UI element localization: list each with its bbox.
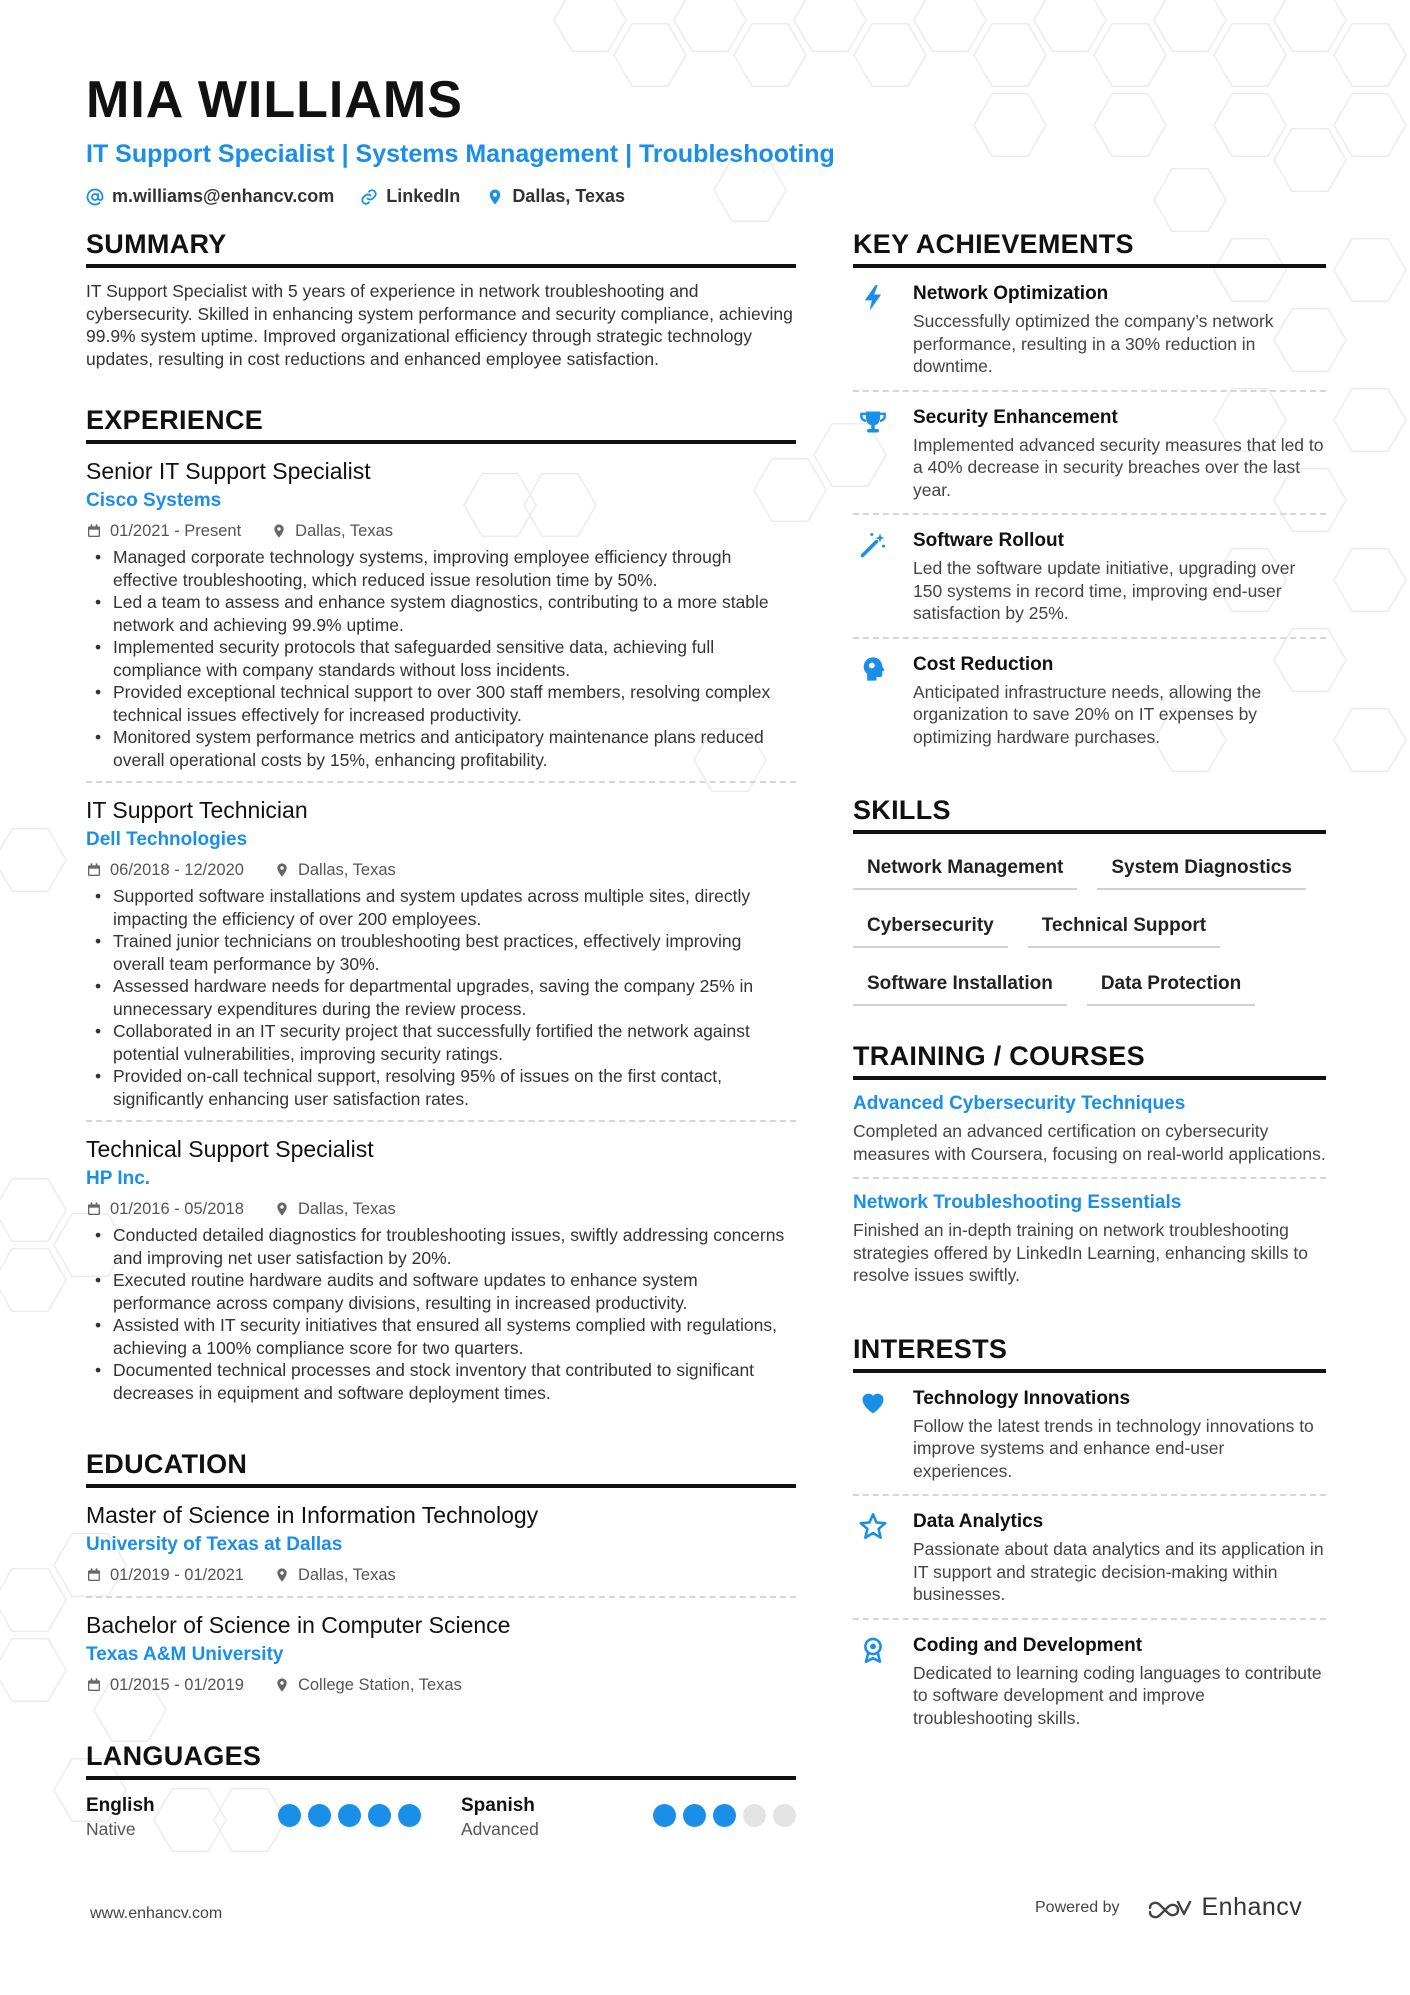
bullet: • Provided on-call technical support, resolving 95% of issues on the first contact, significantly enhancing user satisfaction rates. [86,1065,796,1110]
interests-section [853,1333,1326,1742]
interests-title: INTERESTS [853,1333,1326,1373]
job-title: Senior IT Support Specialist [86,458,371,484]
heart-icon [859,1389,887,1417]
skills-list [853,850,1326,1006]
training-title: TRAINING / COURSES [853,1040,1326,1080]
location-pin-icon [274,1201,290,1217]
job-entry [86,1122,796,1414]
bullet: • Documented technical processes and stock inventory that contributed to significant decreases in equipment and software deployment times. [86,1359,796,1404]
education-location-text: College Station, Texas [297,1676,462,1694]
language-name: English [86,1795,155,1816]
location-pin-icon [486,188,504,206]
achievements-title: KEY ACHIEVEMENTS [853,228,1326,268]
bullet: • Trained junior technicians on troubleshooting best practices, effectively improving overall team performance by 30%. [86,930,796,975]
bullet: • Collaborated in an IT security project that successfully fortified the network against potential vulnerabilities, improving security ratings. [86,1020,796,1065]
education-location-text: Dallas, Texas [297,1566,396,1584]
education-dates [86,1564,244,1586]
interest-item [853,1496,1326,1620]
contact-bar [86,186,1326,207]
calendar-icon [86,523,102,539]
language-item [461,1794,796,1840]
location-pin-icon [274,1567,290,1583]
job-title: Technical Support Specialist [86,1136,374,1162]
degree: Bachelor of Science in Computer Science [86,1612,511,1638]
language-rating [278,1804,421,1827]
calendar-icon [86,1201,102,1217]
contact-location [486,186,625,207]
training-section [853,1040,1326,1299]
summary-section [86,228,796,370]
job-bullets [86,885,796,1110]
education-meta [86,1674,796,1696]
education-meta [86,1564,796,1586]
achievements-section [853,228,1326,760]
award-ribbon-icon [859,1636,887,1664]
bullet: • Assisted with IT security initiatives that ensured all systems complied with regulations, achieving a 100% compliance score for two quarters. [86,1314,796,1359]
rating-dot-filled [368,1804,391,1827]
job-dates [86,859,244,881]
bullet: • Monitored system performance metrics and anticipatory maintenance plans reduced overall operational costs by 15%, enhancing profitability. [86,726,796,771]
school: Texas A&M University [86,1644,284,1665]
brand-name: Enhancv [1201,1893,1303,1921]
bullet: • Managed corporate technology systems, improving employee efficiency through effective troubleshooting, which reduced issue resolution time by 50%. [86,546,796,591]
calendar-icon [86,1677,102,1693]
enhancv-logo-icon [1146,1896,1194,1920]
languages-title: LANGUAGES [86,1740,796,1780]
achievement-title: Security Enhancement [913,406,1118,428]
rating-dot-filled [308,1804,331,1827]
brain-head-icon [859,655,887,683]
achievement-title: Cost Reduction [913,653,1054,675]
job-entry [86,783,796,1122]
education-dates-text: 01/2019 - 01/2021 [110,1566,244,1584]
achievement-desc: Implemented advanced security measures that led to a 40% decrease in security breaches over the last year. [913,434,1324,500]
contact-email[interactable] [86,186,334,207]
bullet: • Assessed hardware needs for departmental upgrades, saving the company 25% in unnecessary expenditures during the review process. [86,975,796,1020]
interest-title: Data Analytics [913,1511,1044,1532]
experience-title: EXPERIENCE [86,404,796,444]
star-icon [859,1512,887,1540]
job-meta [86,520,796,542]
rating-dot-empty [773,1804,796,1827]
interest-desc: Passionate about data analytics and its application in IT support and strategic decision-making within businesses. [913,1539,1324,1604]
job-dates-text: 01/2016 - 05/2018 [110,1200,244,1218]
job-meta [86,859,796,881]
summary-title: SUMMARY [86,228,796,268]
achievement-item [853,392,1326,516]
experience-section [86,404,796,1414]
at-icon [86,188,104,206]
calendar-icon [86,1567,102,1583]
rating-dot-filled [398,1804,421,1827]
job-location-text: Dallas, Texas [295,522,393,540]
resume-header [86,70,1326,207]
rating-dot-empty [743,1804,766,1827]
skill-tag: Cybersecurity [853,908,1008,948]
job-location [274,1198,396,1220]
left-column [86,228,796,1874]
education-location [274,1674,462,1696]
education-entry [86,1488,796,1598]
job-location [274,859,396,881]
bullet: • Supported software installations and system updates across multiple sites, directly impacting the efficiency of over 200 employees. [86,885,796,930]
course-title: Network Troubleshooting Essentials [853,1192,1182,1213]
course-desc: Completed an advanced certification on cybersecurity measures with Coursera, focusing on real-world applications. [853,1121,1326,1164]
location-pin-icon [274,862,290,878]
lightning-bolt-icon [859,284,887,312]
education-location [274,1564,396,1586]
skill-tag: Technical Support [1028,908,1220,948]
course-item [853,1179,1326,1299]
job-company: HP Inc. [86,1168,151,1189]
skills-title: SKILLS [853,794,1326,834]
job-dates-text: 01/2021 - Present [110,522,242,540]
bullet: • Executed routine hardware audits and software updates to enhance system performance across company divisions, resulting in increased productivity. [86,1269,796,1314]
achievement-title: Network Optimization [913,283,1109,304]
candidate-name: MIA WILLIAMS [86,71,463,129]
rating-dot-filled [653,1804,676,1827]
education-section [86,1448,796,1706]
course-desc: Finished an in-depth training on network troubleshooting strategies offered by LinkedIn Learning, enhancing skills to resolve issues swiftly. [853,1220,1308,1285]
trophy-icon [859,408,887,436]
summary-text: IT Support Specialist with 5 years of experience in network troubleshooting and cybersecurity. Skilled in enhancing system performance and security compliance, achieving 99.9% system uptime. Improved organizational efficiency through strategic technology updates, resulting in cost reductions and enhanced employee satisfaction. [86,281,793,369]
achievement-item [853,639,1326,761]
school: University of Texas at Dallas [86,1534,343,1555]
languages-section [86,1740,796,1840]
calendar-icon [86,862,102,878]
education-entry [86,1598,796,1706]
bullet: • Led a team to assess and enhance system diagnostics, contributing to a more stable network and achieving 99.9% uptime. [86,591,796,636]
footer-branding [1035,1893,1302,1922]
job-dates-text: 06/2018 - 12/2020 [110,861,244,879]
job-location [271,520,393,542]
achievement-desc: Anticipated infrastructure needs, allowing the organization to save 20% on IT expenses by optimizing hardware purchases. [913,681,1262,747]
job-company: Dell Technologies [86,829,248,850]
achievement-item [853,268,1326,392]
bullet: • Provided exceptional technical support to over 300 staff members, resolving complex technical issues effectively for increased productivity. [86,681,796,726]
achievement-item [853,515,1326,639]
skill-tag: System Diagnostics [1097,850,1306,890]
language-level: Native [86,1819,136,1839]
right-column [853,228,1326,1775]
rating-dot-filled [713,1804,736,1827]
interest-title: Coding and Development [913,1634,1143,1656]
interest-desc: Follow the latest trends in technology innovations to improve systems and enhance end-user experiences. [913,1415,1314,1481]
education-dates [86,1674,244,1696]
job-dates [86,520,241,542]
rating-dot-filled [683,1804,706,1827]
job-company: Cisco Systems [86,490,222,511]
job-entry [86,444,796,783]
language-level: Advanced [461,1819,539,1839]
job-bullets [86,1224,796,1404]
course-item [853,1080,1326,1179]
headline: IT Support Specialist | Systems Management | Troubleshooting [86,140,835,168]
location-pin-icon [274,1677,290,1693]
interest-desc: Dedicated to learning coding languages to contribute to software development and improve troubleshooting skills. [913,1662,1322,1728]
languages-list [86,1794,796,1840]
bullet: • Conducted detailed diagnostics for troubleshooting issues, swiftly addressing concerns and improving net user satisfaction by 20%. [86,1224,796,1269]
course-title: Advanced Cybersecurity Techniques [853,1093,1186,1114]
skill-tag: Data Protection [1087,966,1255,1006]
skill-tag: Network Management [853,850,1077,890]
contact-location-text: Dallas, Texas [512,186,626,206]
location-pin-icon [271,523,287,539]
interest-title: Technology Innovations [913,1387,1131,1409]
skill-tag: Software Installation [853,966,1067,1006]
rating-dot-filled [278,1804,301,1827]
bullet: • Implemented security protocols that safeguarded sensitive data, achieving full compliance with company standards without loss incidents. [86,636,796,681]
language-name: Spanish [461,1795,535,1816]
achievement-desc: Successfully optimized the company’s network performance, resulting in a 30% reduction in downtime. [913,311,1274,376]
contact-email-text: m.williams@enhancv.com [112,186,335,206]
footer-website[interactable]: www.enhancv.com [90,1905,223,1922]
interest-item [853,1620,1326,1742]
language-item [86,1794,421,1840]
powered-by-text: Powered by [1035,1898,1120,1916]
magic-wand-icon [859,531,887,559]
education-title: EDUCATION [86,1448,796,1488]
link-icon [360,188,378,206]
job-location-text: Dallas, Texas [297,861,396,879]
contact-linkedin-text: LinkedIn [386,186,461,206]
job-location-text: Dallas, Texas [297,1200,396,1218]
rating-dot-filled [338,1804,361,1827]
brand-logo[interactable] [1146,1893,1303,1922]
degree: Master of Science in Information Technology [86,1502,539,1528]
job-bullets [86,546,796,771]
language-rating [653,1804,796,1827]
achievement-title: Software Rollout [913,530,1064,551]
education-dates-text: 01/2015 - 01/2019 [110,1676,244,1694]
achievement-desc: Led the software update initiative, upgrading over 150 systems in record time, improving end-user satisfaction by 25%. [913,558,1296,623]
interest-item [853,1373,1326,1497]
job-title: IT Support Technician [86,797,308,823]
contact-linkedin[interactable] [360,186,460,207]
job-dates [86,1198,244,1220]
skills-section [853,794,1326,1006]
job-meta [86,1198,796,1220]
